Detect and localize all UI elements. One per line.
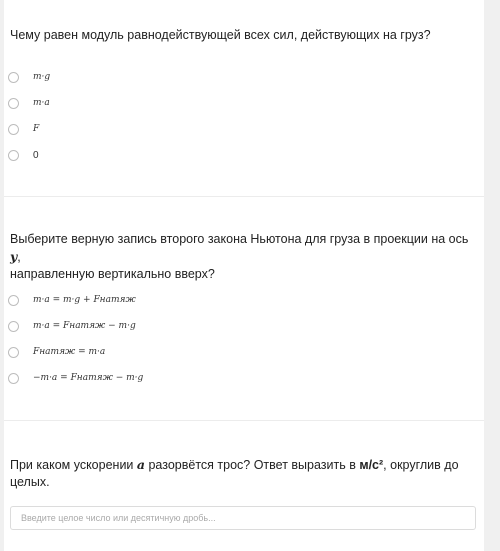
radio-button[interactable]: [8, 347, 19, 358]
radio-button[interactable]: [8, 321, 19, 332]
q2-option-4-label: −m·a = Fнатяж − m·g: [33, 373, 144, 383]
radio-button[interactable]: [8, 72, 19, 83]
q2-option-2[interactable]: [8, 319, 136, 333]
radio-button[interactable]: [8, 124, 19, 135]
question-3-text-part3: , округлив до целых.: [10, 458, 459, 489]
accel-symbol: a: [136, 457, 145, 472]
answer-input-box[interactable]: [10, 506, 476, 530]
q2-option-3[interactable]: [8, 345, 105, 359]
radio-button[interactable]: [8, 373, 19, 384]
radio-button[interactable]: [8, 98, 19, 109]
q2-option-4[interactable]: [8, 371, 143, 385]
answer-input[interactable]: [11, 507, 475, 529]
q1-option-4[interactable]: [8, 148, 39, 162]
q1-option-3[interactable]: [8, 122, 39, 136]
q1-option-1-label: m·g: [33, 72, 51, 82]
question-3-text-part1: При каком ускорении: [10, 458, 137, 472]
q2-option-1[interactable]: [8, 293, 136, 307]
q2-option-1-label: m·a = m·g + Fнатяж: [33, 295, 136, 305]
divider: [4, 196, 484, 197]
q1-option-3-label: F: [33, 124, 40, 134]
quiz-page: [4, 0, 484, 551]
axis-symbol: y: [10, 249, 18, 264]
q2-option-3-label: Fнатяж = m·a: [33, 347, 106, 357]
question-2-text-part2: ,: [17, 250, 21, 264]
q1-option-1[interactable]: [8, 70, 50, 84]
radio-button[interactable]: [8, 295, 19, 306]
question-1-text: Чему равен модуль равнодействующей всех сил, действующих на груз?: [10, 28, 431, 42]
divider: [4, 420, 484, 421]
question-3-text-part2: разорвётся трос? Ответ выразить в: [145, 458, 360, 472]
q1-option-2[interactable]: [8, 96, 50, 110]
q1-option-2-label: m·a: [33, 98, 50, 108]
question-2-text: [10, 231, 470, 283]
radio-button[interactable]: [8, 150, 19, 161]
q1-option-4-label: 0: [33, 149, 39, 161]
q2-option-2-label: m·a = Fнатяж − m·g: [33, 321, 136, 331]
question-3-text: [10, 456, 470, 491]
unit-label: м/с²: [359, 458, 384, 472]
question-2-text-part1: Выберите верную запись второго закона Ньютона для груза в проекции на ось: [10, 232, 469, 246]
question-2-text-line2: направленную вертикально вверх?: [10, 267, 215, 281]
